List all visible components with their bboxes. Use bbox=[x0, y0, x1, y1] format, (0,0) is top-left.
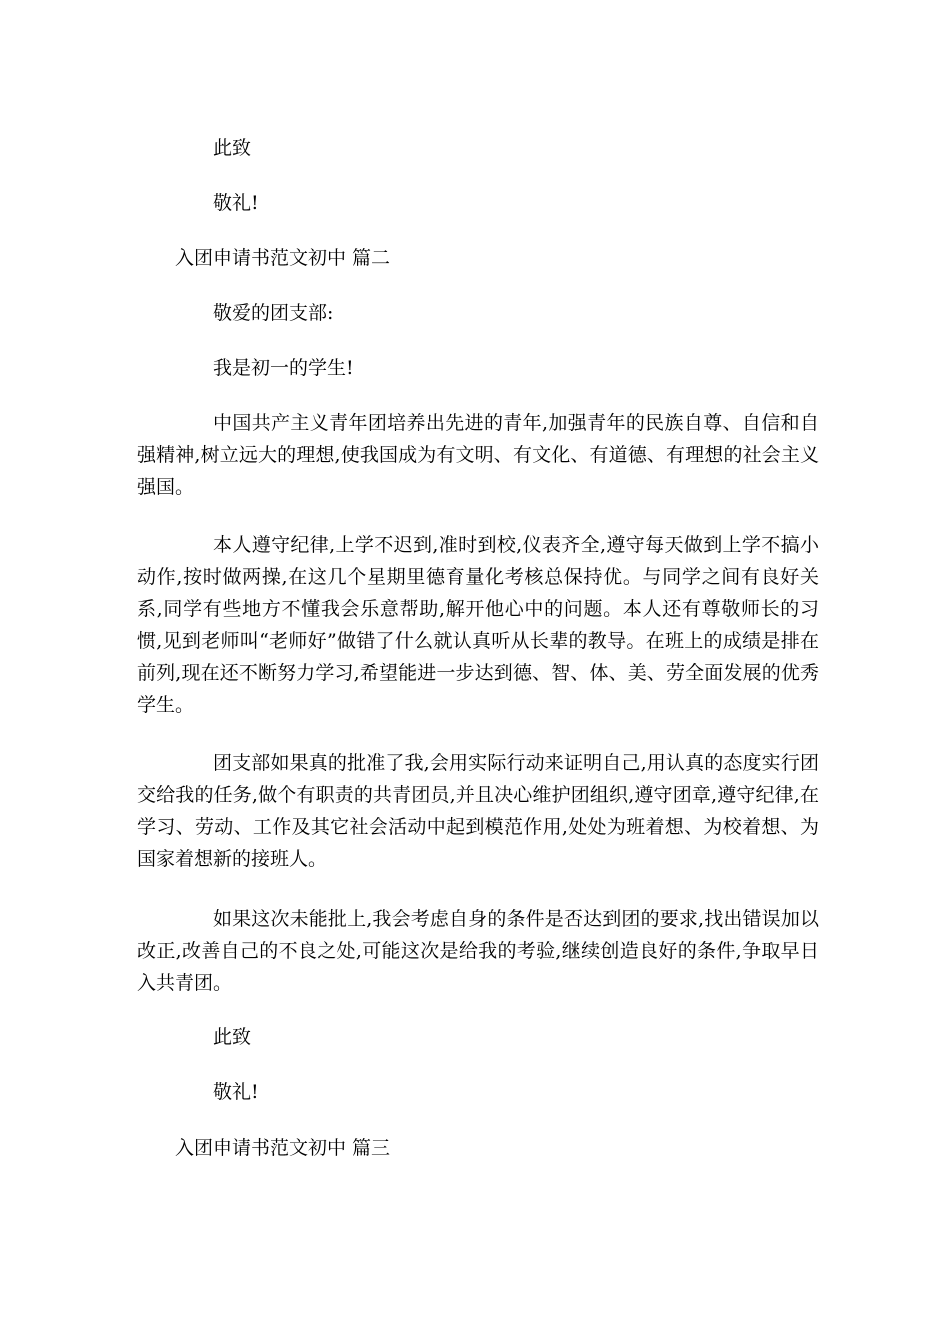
body-paragraph-3: 团支部如果真的批准了我,会用实际行动来证明自己,用认真的态度实行团交给我的任务,做个有职责的共青团员,并且决心维护团组织,遵守团章,遵守纪律,在学习、劳动、工作及其它社会活动中起到模范作用,处处为班着想、为校着想、为国家着想新的接班人。 bbox=[137, 752, 819, 870]
section-heading-two: 入团申请书范文初中 篇二 bbox=[175, 247, 391, 269]
body-paragraph-1: 中国共产主义青年团培养出先进的青年,加强青年的民族自尊、自信和自强精神,树立远大的理想,使我国成为有文明、有文化、有道德、有理想的社会主义强国。 bbox=[137, 412, 819, 498]
closing-salute-two: 敬礼! bbox=[213, 1081, 259, 1103]
body-paragraph-4: 如果这次未能批上,我会考虑自身的条件是否达到团的要求,找出错误加以改正,改善自己的不良之处,可能这次是给我的考验,继续创造良好的条件,争取早日入共青团。 bbox=[137, 908, 819, 994]
closing-greeting-two: 此致 bbox=[213, 1026, 252, 1048]
addressee: 敬爱的团支部: bbox=[213, 302, 334, 324]
section-heading-three: 入团申请书范文初中 篇三 bbox=[175, 1137, 391, 1159]
closing-greeting: 此致 bbox=[213, 137, 252, 159]
body-paragraph-2: 本人遵守纪律,上学不迟到,准时到校,仪表齐全,遵守每天做到上学不搞小动作,按时做两操,在这几个星期里德育量化考核总保持优。与同学之间有良好关系,同学有些地方不懂我会乐意帮助,解开他心中的问题。本人还有尊敬师长的习惯,见到老师叫“老师好”做错了什么就认真听从长辈的教导。在班上的成绩是排在前列,现在还不断努力学习,希望能进一步达到德、智、体、美、劳全面发展的优秀学生。 bbox=[137, 534, 819, 716]
intro-line: 我是初一的学生! bbox=[213, 357, 354, 379]
closing-salute: 敬礼! bbox=[213, 192, 259, 214]
